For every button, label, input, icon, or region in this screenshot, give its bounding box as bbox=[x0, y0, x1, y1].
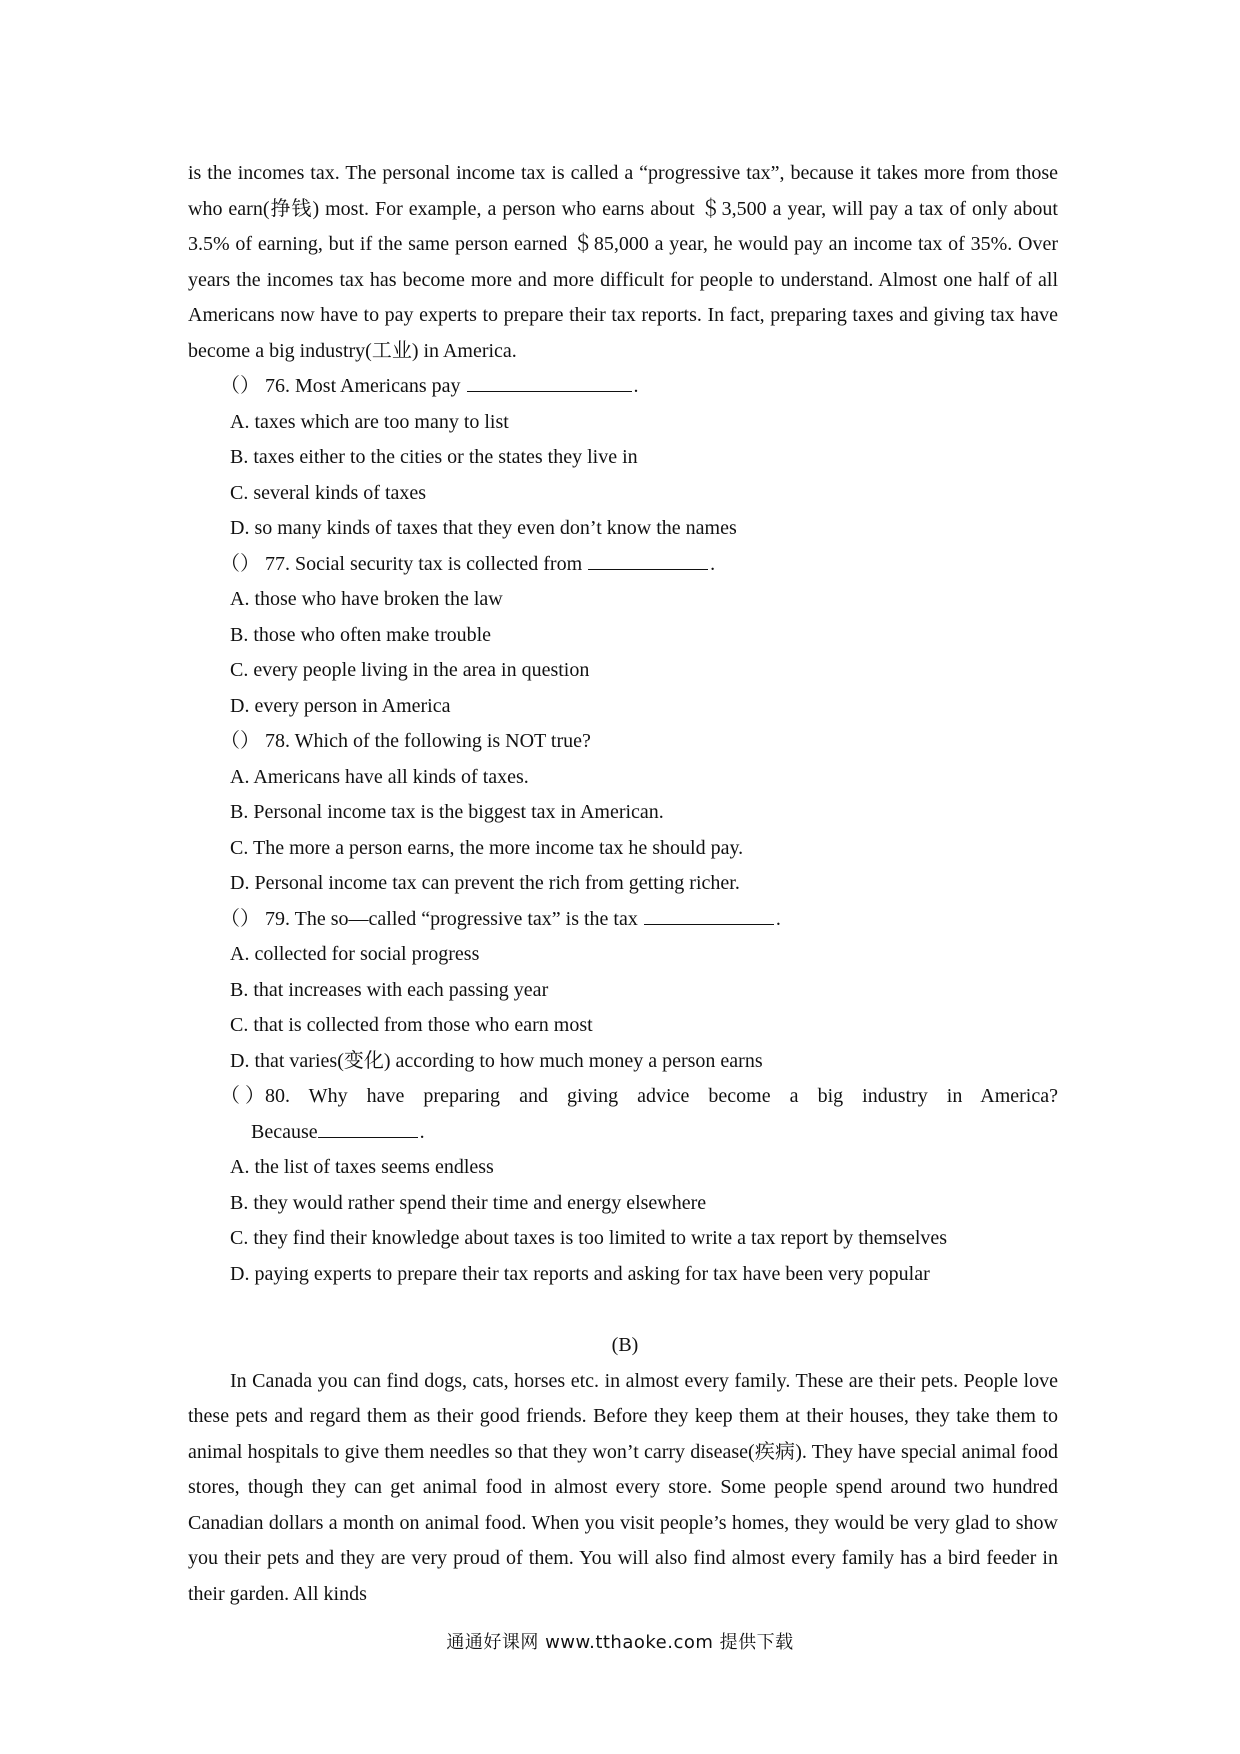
question-text: 79. The so—called “progressive tax” is the tax bbox=[265, 907, 638, 930]
question-77 bbox=[188, 547, 1058, 725]
option-c: C. several kinds of taxes bbox=[230, 481, 427, 504]
option-c: C. that is collected from those who earn most bbox=[230, 1014, 593, 1036]
question-stem bbox=[188, 1079, 1058, 1115]
option-d: D. so many kinds of taxes that they even don’t know the names bbox=[230, 517, 737, 539]
option-a: A. the list of taxes seems endless bbox=[230, 1156, 494, 1178]
option-c: C. every people living in the area in question bbox=[230, 659, 590, 681]
question-text: 77. Social security tax is collected from bbox=[265, 552, 583, 575]
answer-paren: （） bbox=[220, 1085, 265, 1107]
question-stem bbox=[188, 724, 1058, 760]
option-a: A. Americans have all kinds of taxes. bbox=[230, 765, 529, 788]
option-d: D. every person in America bbox=[230, 694, 451, 717]
footer-watermark: 通通好课网 www.tthaoke.com 提供下载 bbox=[446, 1632, 794, 1653]
option-c: C. The more a person earns, the more income tax he should pay. bbox=[230, 836, 744, 859]
option-d: D. that varies(变化) according to how much money a person earns bbox=[230, 1049, 763, 1072]
answer-blank bbox=[467, 371, 632, 392]
answer-blank bbox=[318, 1117, 418, 1138]
question-text: 76. Most Americans pay bbox=[265, 375, 461, 397]
question-text: 80. Why have preparing and giving advice become a big industry in America? bbox=[265, 1085, 1058, 1107]
option-b: B. they would rather spend their time and energy elsewhere bbox=[230, 1191, 707, 1214]
passage-b-text: In Canada you can find dogs, cats, horses etc. in almost every family. These are their pets. People love these pets and regard them as their good friends. Before they keep them at their houses, they take them to animal hospitals to give them needles so that they won’t carry disease(疾病). They have special animal food stores, though they can get animal food in almost every store. Some people spend around two hundred Canadian dollars a month on animal food. When you visit people’s homes, they would be very glad to show you their pets and they are very proud of them. You will also find almost every family has a bird feeder in their garden. All kinds bbox=[188, 1369, 1058, 1605]
option-b: B. those who often make trouble bbox=[230, 623, 492, 646]
answer-blank bbox=[644, 904, 774, 925]
option-b: B. taxes either to the cities or the states they live in bbox=[230, 446, 638, 468]
question-stem-continuation: Because . bbox=[188, 1115, 1058, 1151]
question-78 bbox=[188, 724, 1058, 902]
option-d: D. paying experts to prepare their tax reports and asking for tax have been very popular bbox=[230, 1262, 930, 1285]
option-b: B. that increases with each passing year bbox=[230, 978, 549, 1001]
option-c: C. they find their knowledge about taxes is too limited to write a tax report by themselves bbox=[230, 1227, 948, 1249]
question-stem: （） 79. The so—called “progressive tax” is the tax . bbox=[188, 902, 1058, 938]
question-80 bbox=[188, 1079, 1058, 1292]
answer-blank bbox=[588, 549, 708, 570]
option-a: A. those who have broken the law bbox=[230, 588, 503, 610]
option-d: D. Personal income tax can prevent the rich from getting richer. bbox=[230, 872, 740, 894]
question-76 bbox=[188, 369, 1058, 547]
section-b-title: (B) bbox=[611, 1334, 639, 1356]
question-79 bbox=[188, 902, 1058, 1080]
question-stem: （） 76. Most Americans pay . bbox=[188, 369, 1058, 405]
answer-paren: （） bbox=[220, 730, 260, 752]
question-stem: （） 77. Social security tax is collected from . bbox=[188, 547, 1058, 583]
page-content bbox=[188, 156, 1058, 1612]
answer-paren: （） bbox=[220, 552, 260, 575]
passage-a-text: is the incomes tax. The personal income tax is called a “progressive tax”, because it takes more from those who earn(挣钱) most. For example, a person who earns about ＄3,500 a year, will pay a tax of only about 3.5% of earning, but if the same person earned ＄85,000 a year, he would pay an income tax of 35%. Over years the incomes tax has become more and more difficult for people to understand. Almost one half of all Americans now have to pay experts to prepare their tax reports. In fact, preparing taxes and giving tax have become a big industry(工业) in America. bbox=[188, 162, 1058, 362]
answer-paren: （） bbox=[220, 375, 260, 397]
question-text: 78. Which of the following is NOT true? bbox=[265, 730, 591, 752]
option-a: A. taxes which are too many to list bbox=[230, 410, 509, 433]
option-a: A. collected for social progress bbox=[230, 943, 480, 965]
option-b: B. Personal income tax is the biggest tax in American. bbox=[230, 801, 664, 823]
answer-paren: （） bbox=[220, 907, 260, 930]
